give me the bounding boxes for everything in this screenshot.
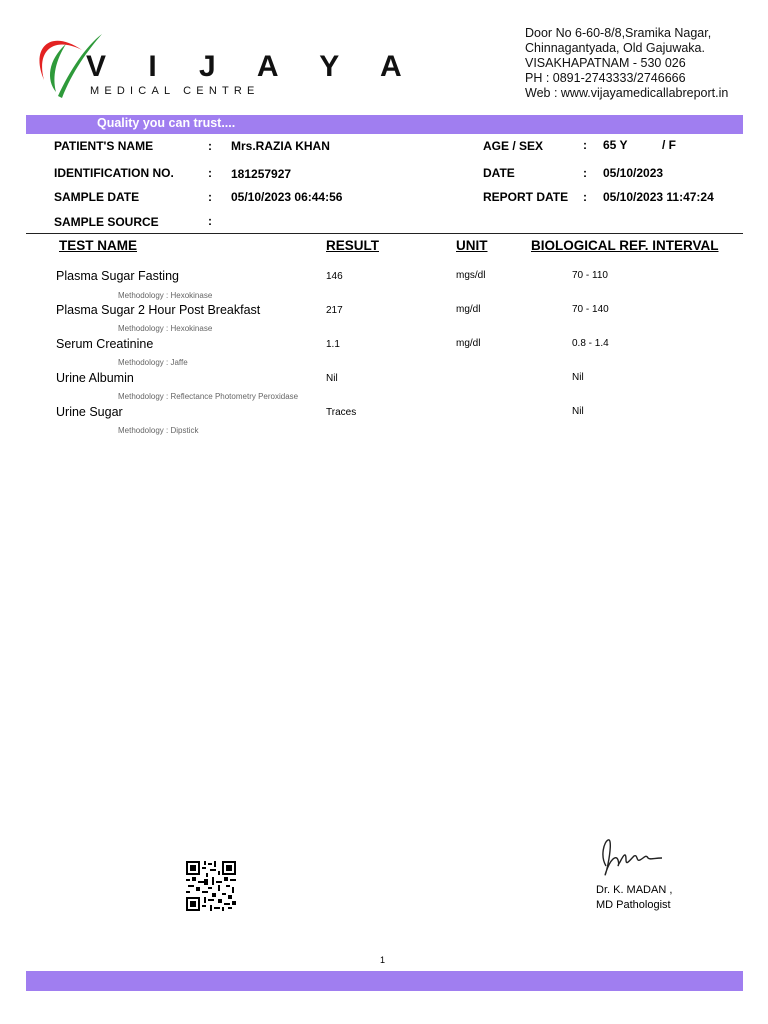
- test-result: Traces: [326, 407, 357, 418]
- patient-name-value: Mrs.RAZIA KHAN: [231, 139, 330, 153]
- col-header-ref-interval: BIOLOGICAL REF. INTERVAL: [531, 238, 719, 253]
- test-unit: mg/dl: [456, 338, 481, 349]
- test-ref-interval: 70 - 110: [572, 270, 608, 281]
- doctor-title: MD Pathologist: [596, 899, 671, 911]
- colon: :: [208, 139, 212, 153]
- test-ref-interval: 70 - 140: [572, 304, 609, 315]
- test-name: Urine Albumin: [56, 371, 134, 385]
- colon: :: [583, 138, 587, 152]
- test-ref-interval: Nil: [572, 372, 584, 383]
- colon: :: [208, 166, 212, 180]
- test-methodology: Methodology : Hexokinase: [118, 324, 213, 333]
- age-value: 65 Y: [603, 138, 628, 152]
- sex-value: / F: [662, 138, 676, 152]
- test-ref-interval: 0.8 - 1.4: [572, 338, 609, 349]
- address-line-1: Door No 6-60-8/8,Sramika Nagar,: [525, 26, 712, 40]
- test-result: 1.1: [326, 339, 340, 350]
- report-date-value: 05/10/2023 11:47:24: [603, 190, 714, 204]
- sample-date-value: 05/10/2023 06:44:56: [231, 190, 343, 204]
- report-date-label: REPORT DATE: [483, 190, 569, 204]
- identification-label: IDENTIFICATION NO.: [54, 166, 174, 180]
- patient-name-label: PATIENT'S NAME: [54, 139, 154, 153]
- test-name: Urine Sugar: [56, 405, 123, 419]
- col-header-unit: UNIT: [456, 238, 488, 253]
- test-methodology: Methodology : Reflectance Photometry Peroxidase: [118, 392, 299, 401]
- test-methodology: Methodology : Jaffe: [118, 358, 188, 367]
- test-unit: mgs/dl: [456, 270, 486, 281]
- identification-value: 181257927: [231, 167, 292, 181]
- test-name: Plasma Sugar Fasting: [56, 269, 179, 283]
- test-methodology: Methodology : Hexokinase: [118, 291, 213, 300]
- test-methodology: Methodology : Dipstick: [118, 426, 199, 435]
- doctor-name: Dr. K. MADAN ,: [596, 884, 673, 896]
- test-name: Serum Creatinine: [56, 337, 154, 351]
- phone-line: PH : 0891-2743333/2746666: [525, 71, 686, 85]
- test-result: 217: [326, 305, 343, 316]
- sample-source-label: SAMPLE SOURCE: [54, 215, 159, 229]
- colon: :: [208, 190, 212, 204]
- tagline: Quality you can trust....: [97, 116, 236, 130]
- test-result: 146: [326, 271, 343, 282]
- divider: [26, 233, 743, 234]
- date-label: DATE: [483, 166, 515, 180]
- col-header-test-name: TEST NAME: [59, 238, 138, 253]
- test-unit: mg/dl: [456, 304, 481, 315]
- brand-subtitle: MEDICAL CENTRE: [90, 85, 260, 97]
- footer-bar: [26, 971, 743, 991]
- test-result: Nil: [326, 373, 338, 384]
- col-header-result: RESULT: [326, 238, 379, 253]
- qr-code-icon: [186, 861, 236, 911]
- sample-date-label: SAMPLE DATE: [54, 190, 140, 204]
- age-sex-label: AGE / SEX: [483, 139, 544, 153]
- address-line-2: Chinnagantyada, Old Gajuwaka.: [525, 41, 705, 55]
- page-number: 1: [380, 955, 386, 965]
- brand-name: V I J A Y A: [86, 50, 419, 83]
- date-value: 05/10/2023: [603, 166, 664, 180]
- colon: :: [208, 214, 212, 228]
- test-name: Plasma Sugar 2 Hour Post Breakfast: [56, 303, 261, 317]
- web-line: Web : www.vijayamedicallabreport.in: [525, 86, 729, 100]
- test-ref-interval: Nil: [572, 406, 584, 417]
- colon: :: [583, 190, 587, 204]
- colon: :: [583, 166, 587, 180]
- address-line-3: VISAKHAPATNAM - 530 026: [525, 56, 686, 70]
- signature-icon: [598, 836, 668, 880]
